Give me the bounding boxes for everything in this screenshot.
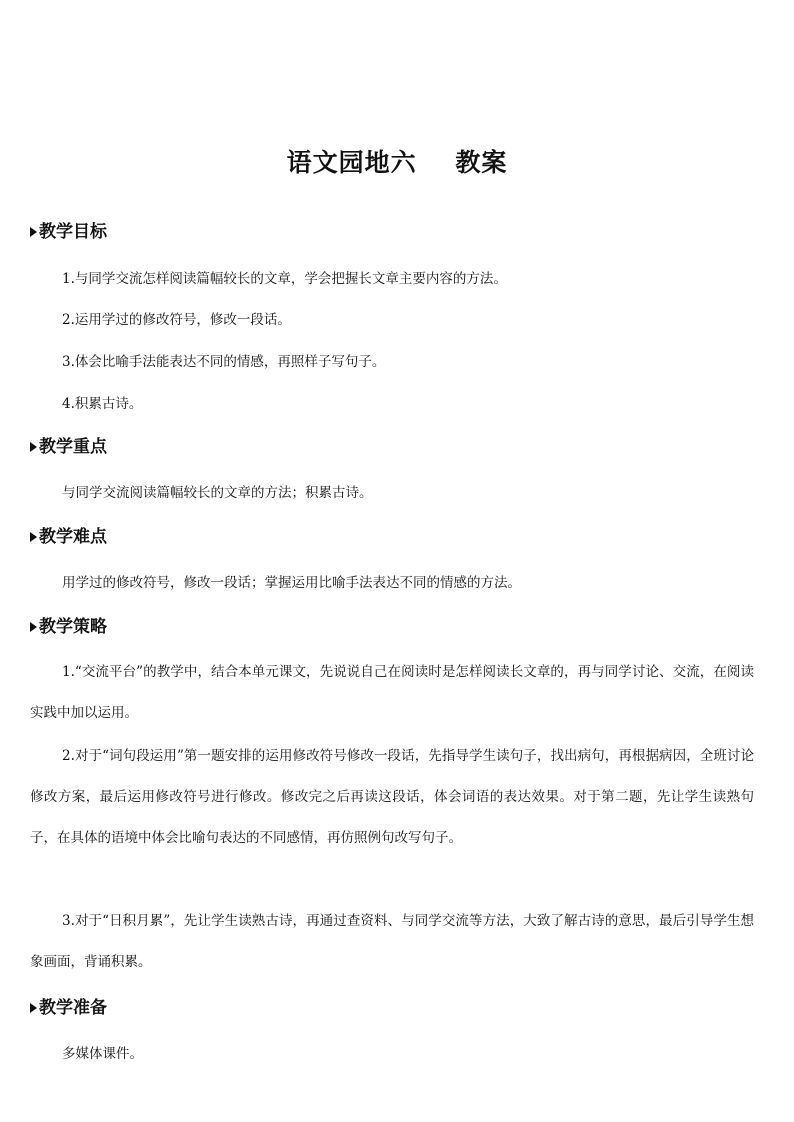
section-heading-label: 教学难点	[39, 527, 107, 547]
paragraph: 用学过的修改符号，修改一段话；掌握运用比喻手法表达不同的情感的方法。	[62, 575, 521, 591]
document-title: 语文园地六 教案	[286, 148, 508, 177]
paragraph: 4.积累古诗。	[62, 396, 143, 412]
section-heading-objectives	[30, 219, 107, 245]
section-heading-preparation	[30, 995, 107, 1021]
section-heading-label: 教学准备	[39, 998, 107, 1018]
section-heading-strategies	[30, 614, 107, 640]
triangle-bullet-icon	[30, 532, 37, 542]
section-heading-label: 教学重点	[39, 437, 107, 457]
paragraph: 与同学交流阅读篇幅较长的文章的方法；积累古诗。	[62, 485, 373, 501]
paragraph: 3.对于“日积月累”，先让学生读熟古诗，再通过查资料、与同学交流等方法，大致了解古诗的意思，最后引导学生想象画面，背诵积累。	[30, 913, 754, 970]
triangle-bullet-icon	[30, 227, 37, 237]
section-heading-label: 教学策略	[39, 617, 107, 637]
triangle-bullet-icon	[30, 622, 37, 632]
triangle-bullet-icon	[30, 442, 37, 452]
paragraph: 多媒体课件。	[62, 1046, 143, 1062]
section-heading-key-points	[30, 434, 107, 460]
section-heading-label: 教学目标	[39, 222, 107, 242]
paragraph: 2.运用学过的修改符号，修改一段话。	[62, 312, 291, 328]
paragraph: 1.“交流平台”的教学中，结合本单元课文，先说说自己在阅读时是怎样阅读长文章的，再与同学讨论、交流，在阅读实践中加以运用。	[30, 664, 754, 721]
paragraph: 3.体会比喻手法能表达不同的情感，再照样子写句子。	[62, 354, 386, 370]
section-heading-difficulties	[30, 524, 107, 550]
triangle-bullet-icon	[30, 1003, 37, 1013]
paragraph: 1.与同学交流怎样阅读篇幅较长的文章，学会把握长文章主要内容的方法。	[62, 271, 507, 287]
paragraph: 2.对于“词句段运用”第一题安排的运用修改符号修改一段话，先指导学生读句子，找出病句，再根据病因，全班讨论修改方案，最后运用修改符号进行修改。修改完之后再读这段话，体会词语的表达效果。对于第二题，先让学生读熟句子，在具体的语境中体会比喻句表达的不同感情，再仿照例句改写句子。	[30, 748, 754, 846]
